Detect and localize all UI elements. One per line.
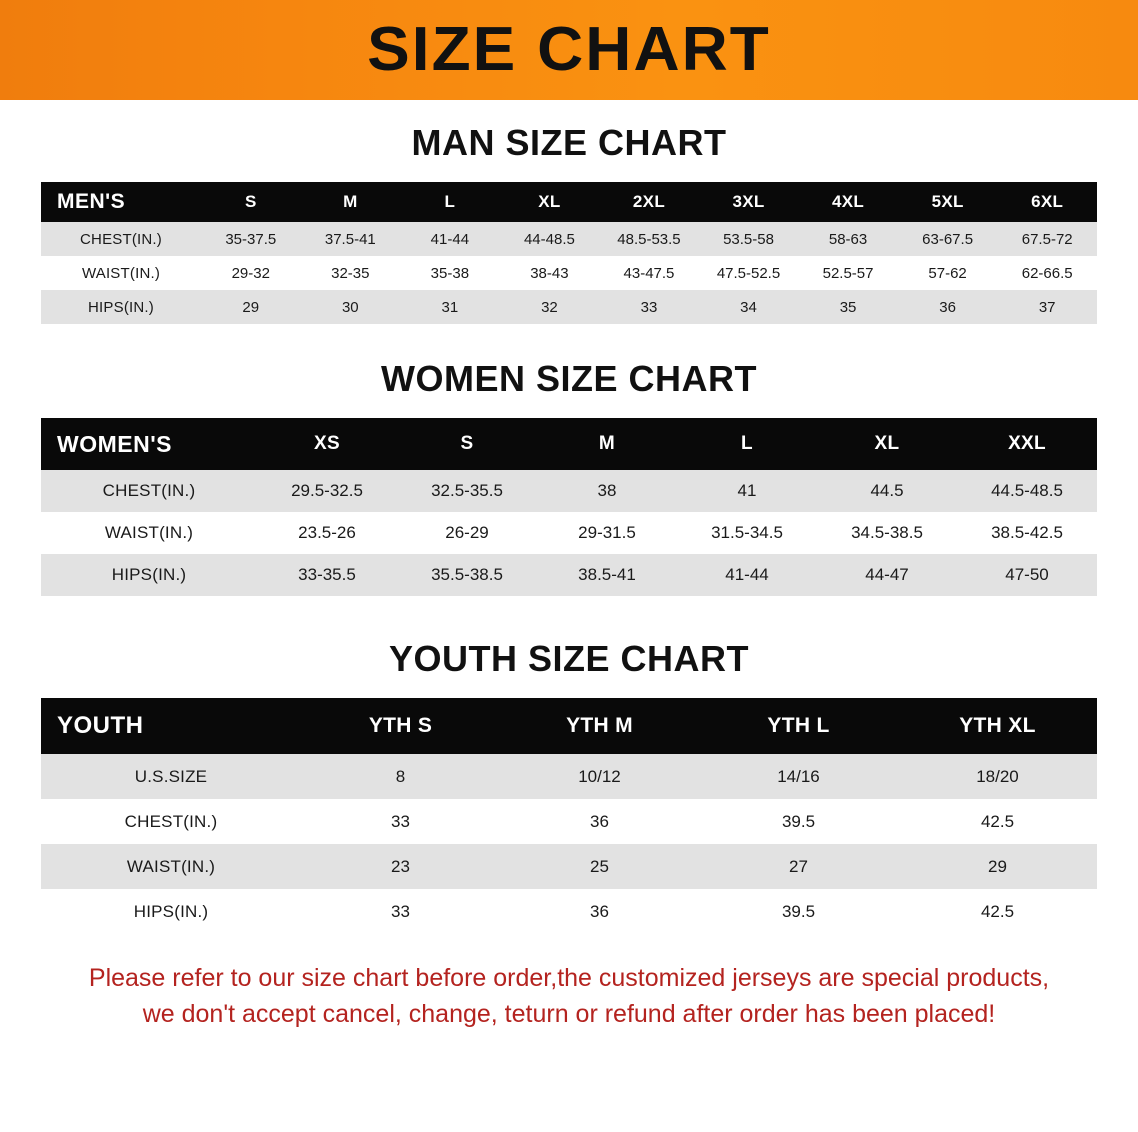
youth-row-label-ussize: U.S.SIZE (41, 754, 301, 799)
man-chest-s: 35-37.5 (201, 222, 301, 256)
table-row (41, 256, 1097, 290)
man-col-2xl: 2XL (599, 182, 699, 222)
table-header-row (41, 182, 1097, 222)
women-waist-s: 26-29 (397, 512, 537, 554)
man-chest-4xl: 58-63 (798, 222, 898, 256)
man-col-s: S (201, 182, 301, 222)
man-hips-s: 29 (201, 290, 301, 324)
man-chest-l: 41-44 (400, 222, 500, 256)
women-col-xs: XS (257, 418, 397, 470)
youth-chest-m: 36 (500, 799, 699, 844)
man-col-3xl: 3XL (699, 182, 799, 222)
page-title: SIZE CHART (367, 15, 771, 84)
women-col-s: S (397, 418, 537, 470)
women-chest-l: 41 (677, 470, 817, 512)
youth-size-table-wrapper (41, 698, 1097, 934)
man-waist-3xl: 47.5-52.5 (699, 256, 799, 290)
table-row (41, 799, 1097, 844)
table-row (41, 470, 1097, 512)
man-chest-3xl: 53.5-58 (699, 222, 799, 256)
man-section-heading: MAN SIZE CHART (411, 122, 727, 163)
man-col-m: M (301, 182, 401, 222)
youth-ussize-m: 10/12 (500, 754, 699, 799)
man-hips-4xl: 35 (798, 290, 898, 324)
women-hips-xs: 33-35.5 (257, 554, 397, 596)
women-col-l: L (677, 418, 817, 470)
youth-col-xl: YTH XL (898, 698, 1097, 754)
table-row (41, 754, 1097, 799)
man-hips-6xl: 37 (997, 290, 1097, 324)
women-chest-xl: 44.5 (817, 470, 957, 512)
man-col-l: L (400, 182, 500, 222)
women-section-heading: WOMEN SIZE CHART (381, 358, 757, 399)
man-waist-2xl: 43-47.5 (599, 256, 699, 290)
man-size-table-wrapper (41, 182, 1097, 324)
table-row (41, 844, 1097, 889)
women-hips-xxl: 47-50 (957, 554, 1097, 596)
youth-chest-s: 33 (301, 799, 500, 844)
man-row-label-hips: HIPS(IN.) (41, 290, 201, 324)
women-waist-l: 31.5-34.5 (677, 512, 817, 554)
youth-waist-l: 27 (699, 844, 898, 889)
youth-hips-m: 36 (500, 889, 699, 934)
man-waist-s: 29-32 (201, 256, 301, 290)
youth-section-heading: YOUTH SIZE CHART (388, 638, 749, 679)
man-hips-xl: 32 (500, 290, 600, 324)
youth-col-l: YTH L (699, 698, 898, 754)
man-size-table (41, 182, 1097, 324)
youth-ussize-s: 8 (301, 754, 500, 799)
man-col-5xl: 5XL (898, 182, 998, 222)
table-header-row (41, 418, 1097, 470)
women-size-table (41, 418, 1097, 596)
man-hips-3xl: 34 (699, 290, 799, 324)
youth-hips-xl: 42.5 (898, 889, 1097, 934)
youth-row-label-chest: CHEST(IN.) (41, 799, 301, 844)
women-hips-xl: 44-47 (817, 554, 957, 596)
order-policy-note-line2: we don't accept cancel, change, teturn or refund after order has been placed! (142, 1000, 996, 1029)
table-header-row (41, 698, 1097, 754)
man-waist-xl: 38-43 (500, 256, 600, 290)
man-waist-l: 35-38 (400, 256, 500, 290)
youth-ussize-xl: 18/20 (898, 754, 1097, 799)
table-row (41, 222, 1097, 256)
women-corner-label: WOMEN'S (41, 418, 257, 470)
man-hips-m: 30 (301, 290, 401, 324)
youth-col-m: YTH M (500, 698, 699, 754)
women-hips-s: 35.5-38.5 (397, 554, 537, 596)
table-row (41, 889, 1097, 934)
women-waist-xl: 34.5-38.5 (817, 512, 957, 554)
youth-waist-xl: 29 (898, 844, 1097, 889)
man-chest-6xl: 67.5-72 (997, 222, 1097, 256)
youth-col-s: YTH S (301, 698, 500, 754)
man-chest-5xl: 63-67.5 (898, 222, 998, 256)
man-hips-5xl: 36 (898, 290, 998, 324)
youth-ussize-l: 14/16 (699, 754, 898, 799)
women-row-label-hips: HIPS(IN.) (41, 554, 257, 596)
man-chest-m: 37.5-41 (301, 222, 401, 256)
women-chest-s: 32.5-35.5 (397, 470, 537, 512)
order-policy-note-line1: Please refer to our size chart before order,the customized jerseys are special products, (88, 964, 1050, 992)
page-banner (0, 0, 1138, 100)
youth-row-label-hips: HIPS(IN.) (41, 889, 301, 934)
table-row (41, 290, 1097, 324)
women-waist-xs: 23.5-26 (257, 512, 397, 554)
man-col-6xl: 6XL (997, 182, 1097, 222)
women-col-xxl: XXL (957, 418, 1097, 470)
man-hips-2xl: 33 (599, 290, 699, 324)
women-hips-m: 38.5-41 (537, 554, 677, 596)
youth-waist-m: 25 (500, 844, 699, 889)
man-chest-xl: 44-48.5 (500, 222, 600, 256)
youth-hips-l: 39.5 (699, 889, 898, 934)
youth-hips-s: 33 (301, 889, 500, 934)
youth-waist-s: 23 (301, 844, 500, 889)
youth-corner-label: YOUTH (41, 698, 301, 754)
youth-row-label-waist: WAIST(IN.) (41, 844, 301, 889)
women-col-xl: XL (817, 418, 957, 470)
women-waist-m: 29-31.5 (537, 512, 677, 554)
youth-chest-xl: 42.5 (898, 799, 1097, 844)
table-row (41, 512, 1097, 554)
order-policy-note (49, 960, 1089, 1033)
youth-chest-l: 39.5 (699, 799, 898, 844)
man-corner-label: MEN'S (41, 182, 201, 222)
women-chest-xs: 29.5-32.5 (257, 470, 397, 512)
women-chest-m: 38 (537, 470, 677, 512)
man-col-xl: XL (500, 182, 600, 222)
man-waist-4xl: 52.5-57 (798, 256, 898, 290)
youth-size-table (41, 698, 1097, 934)
man-row-label-waist: WAIST(IN.) (41, 256, 201, 290)
man-col-4xl: 4XL (798, 182, 898, 222)
women-hips-l: 41-44 (677, 554, 817, 596)
man-waist-m: 32-35 (301, 256, 401, 290)
women-row-label-waist: WAIST(IN.) (41, 512, 257, 554)
man-waist-5xl: 57-62 (898, 256, 998, 290)
women-row-label-chest: CHEST(IN.) (41, 470, 257, 512)
man-waist-6xl: 62-66.5 (997, 256, 1097, 290)
women-col-m: M (537, 418, 677, 470)
man-chest-2xl: 48.5-53.5 (599, 222, 699, 256)
man-row-label-chest: CHEST(IN.) (41, 222, 201, 256)
women-size-table-wrapper (41, 418, 1097, 596)
man-hips-l: 31 (400, 290, 500, 324)
table-row (41, 554, 1097, 596)
women-chest-xxl: 44.5-48.5 (957, 470, 1097, 512)
women-waist-xxl: 38.5-42.5 (957, 512, 1097, 554)
